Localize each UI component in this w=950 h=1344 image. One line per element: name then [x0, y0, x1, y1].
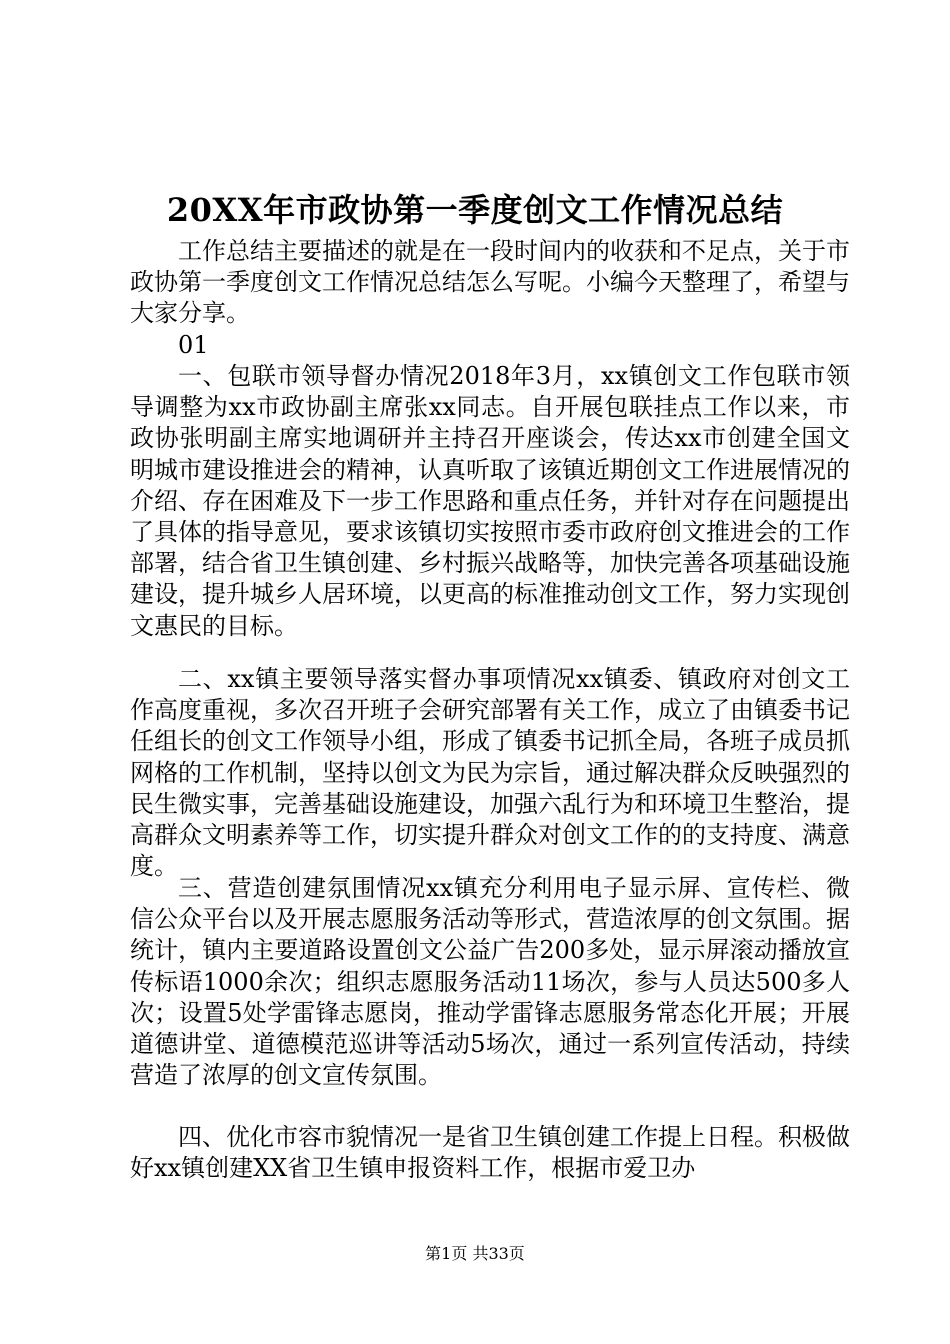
paragraph-section-four: 四、优化市容市貌情况一是省卫生镇创建工作提上日程。积极做好xx镇创建XX省卫生镇申报资料工作，根据市爱卫办 [130, 1123, 850, 1183]
document-title: 20XX年市政协第一季度创文工作情况总结 [166, 191, 784, 229]
paragraph-section-two: 二、xx镇主要领导落实督办事项情况xx镇委、镇政府对创文工作高度重视，多次召开班子会研究部署有关工作，成立了由镇委书记任组长的创文工作领导小组，形成了镇委书记抓全局，各班子成员抓网格的工作机制，坚持以创文为民为宗旨，通过解决群众反映强烈的民生微实事，完善基础设施建设，加强六乱行为和环境卫生整治，提高群众文明素养等工作，切实提升群众对创文工作的的支持度、满意度。 [130, 665, 850, 881]
section-number: 01 [178, 331, 209, 359]
paragraph-section-three: 三、营造创建氛围情况xx镇充分利用电子显示屏、宣传栏、微信公众平台以及开展志愿服务活动等形式，营造浓厚的创文氛围。据统计，镇内主要道路设置创文公益广告200多处，显示屏滚动播放宣传标语1000余次；组织志愿服务活动11场次，参与人员达500多人次；设置5处学雷锋志愿岗，推动学雷锋志愿服务常态化开展；开展道德讲堂、道德模范巡讲等活动5场次，通过一系列宣传活动，持续营造了浓厚的创文宣传氛围。 [130, 874, 850, 1090]
intro-paragraph: 工作总结主要描述的就是在一段时间内的收获和不足点，关于市政协第一季度创文工作情况总结怎么写呢。小编今天整理了，希望与大家分享。 [130, 237, 850, 328]
page-footer: 第1页 共33页 [425, 1244, 525, 1263]
paragraph-section-one: 一、包联市领导督办情况2018年3月，xx镇创文工作包联市领导调整为xx市政协副主席张xx同志。自开展包联挂点工作以来，市政协张明副主席实地调研并主持召开座谈会，传达xx市创建全国文明城市建设推进会的精神，认真听取了该镇近期创文工作进展情况的介绍、存在困难及下一步工作思路和重点任务，并针对存在问题提出了具体的指导意见，要求该镇切实按照市委市政府创文推进会的工作部署，结合省卫生镇创建、乡村振兴战略等，加快完善各项基础设施建设，提升城乡人居环境，以更高的标准推动创文工作，努力实现创文惠民的目标。 [130, 362, 850, 640]
